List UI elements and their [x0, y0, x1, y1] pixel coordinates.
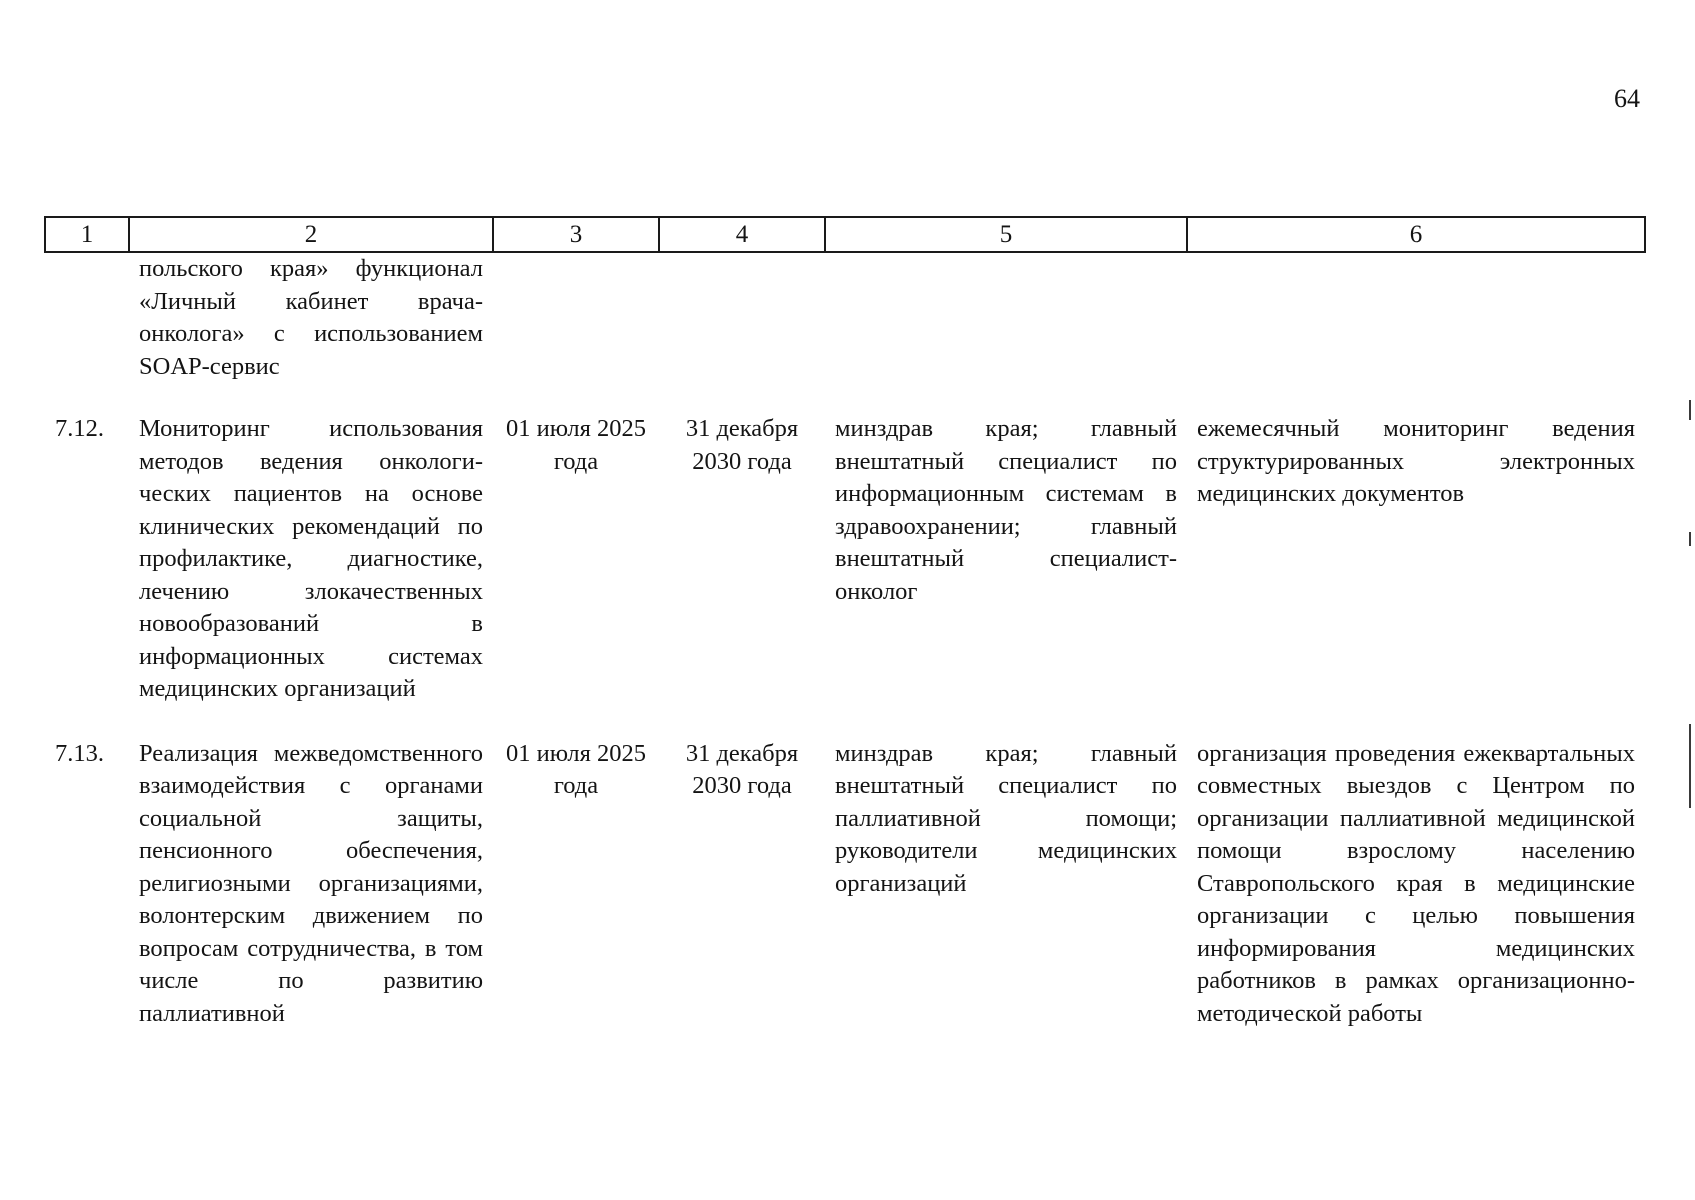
row-number: 7.13. [55, 739, 104, 767]
start-date: 01 июля 2025 года [505, 415, 647, 475]
expected-result [1187, 252, 1645, 413]
end-date: 31 декабря 2030 года [685, 415, 799, 475]
responsible-executors: минздрав края; главный внештатный специалист по информационным системам в здравоохранении; главный внештатный специалист-онколог [835, 415, 1177, 605]
responsible-executors [825, 252, 1187, 413]
measure-name: Реализация межведомственного взаимодействия с органами социальной защиты, пенсионного обеспечения, религиозными организациями, волонтерским движением по вопросам сотрудничества, в том числе по развитию паллиативной [139, 739, 483, 1027]
column-header-4: 4 [659, 217, 825, 252]
scan-edge-mark [1689, 724, 1691, 808]
table-row-7-12 [45, 413, 1645, 738]
table-row-continuation [45, 252, 1645, 413]
page-number: 64 [1614, 84, 1640, 113]
column-header-2: 2 [129, 217, 493, 252]
responsible-executors: минздрав края; главный внештатный специалист по паллиативной помощи; руководители медицинских организаций [835, 739, 1177, 897]
scan-edge-mark [1689, 532, 1691, 546]
row-number [45, 252, 129, 413]
table-row-7-13 [45, 738, 1645, 1031]
column-header-6: 6 [1187, 217, 1645, 252]
column-header-3: 3 [493, 217, 659, 252]
scan-edge-mark [1689, 400, 1691, 420]
measure-name: польского края» функционал «Личный кабинет врача- онколога» с использованием SOAP-сервис [139, 255, 483, 380]
row-number: 7.12. [55, 415, 104, 442]
column-header-1: 1 [45, 217, 129, 252]
expected-result: ежемесячный мониторинг ведения структурированных электронных медицинских документов [1197, 415, 1635, 507]
start-date: 01 июля 2025 года [505, 739, 647, 799]
end-date [659, 252, 825, 413]
measure-name: Мониторинг использования методов ведения онкологических пациентов на основе клинических рекомендаций по профилактике, диагностике, лечению злокачественных новообразований в информационных системах медицинских организаций [139, 415, 483, 702]
plan-table [44, 216, 1646, 1030]
table-header-row [45, 217, 1645, 252]
end-date: 31 декабря 2030 года [685, 739, 799, 799]
column-header-5: 5 [825, 217, 1187, 252]
expected-result: организация проведения ежеквартальных совместных выездов с Центром по организации паллиативной медицинской помощи взрослому населению Ставропольского края в медицинские организации с целью повышения информирования медицинских работников в рамках организационно-методической работы [1197, 739, 1635, 1027]
start-date [493, 252, 659, 413]
